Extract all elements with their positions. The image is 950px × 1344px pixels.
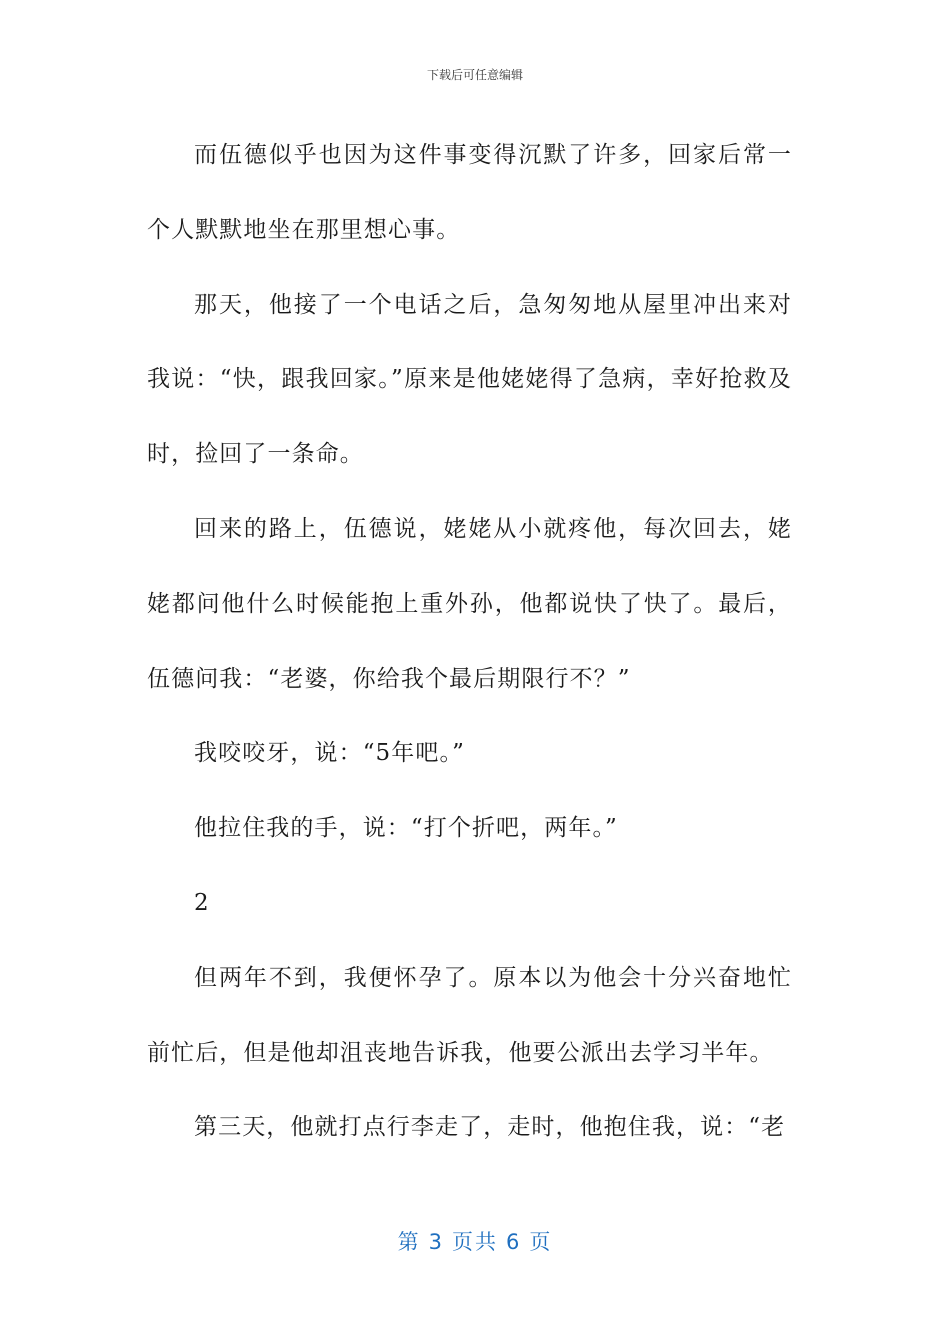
paragraph: 而伍德似乎也因为这件事变得沉默了许多，回家后常一个人默默地坐在那里想心事。 xyxy=(147,142,792,243)
footer-suffix: 页 xyxy=(529,1230,553,1254)
paragraph: 但两年不到，我便怀孕了。原本以为他会十分兴奋地忙前忙后，但是他却沮丧地告诉我，他要公派出去学习半年。 xyxy=(147,964,792,1066)
current-page-number: 3 xyxy=(428,1230,444,1254)
paragraph: 我咬咬牙，说：“5年吧。” xyxy=(194,740,465,767)
paragraph: 第三天，他就打点行李走了，走时，他抱住我，说：“老 xyxy=(194,1114,786,1141)
footer-middle: 页共 xyxy=(452,1230,498,1254)
section-number: 2 xyxy=(194,889,210,916)
document-body xyxy=(147,118,792,1165)
footer-prefix: 第 xyxy=(397,1230,421,1254)
paragraph: 回来的路上，伍德说，姥姥从小就疼他，每次回去，姥姥都问他什么时候能抱上重外孙，他都说快了快了。最后，伍德问我：“老婆，你给我个最后期限行不？” xyxy=(147,515,792,692)
page-header-note: 下载后可任意编辑 xyxy=(426,68,523,82)
total-pages-number: 6 xyxy=(506,1230,522,1254)
paragraph: 他拉住我的手，说：“打个折吧，两年。” xyxy=(194,815,618,842)
page-footer xyxy=(0,1226,950,1256)
paragraph: 那天，他接了一个电话之后，急匆匆地从屋里冲出来对我说：“快，跟我回家。”原来是他姥姥得了急病，幸好抢救及时，捡回了一条命。 xyxy=(147,291,792,468)
